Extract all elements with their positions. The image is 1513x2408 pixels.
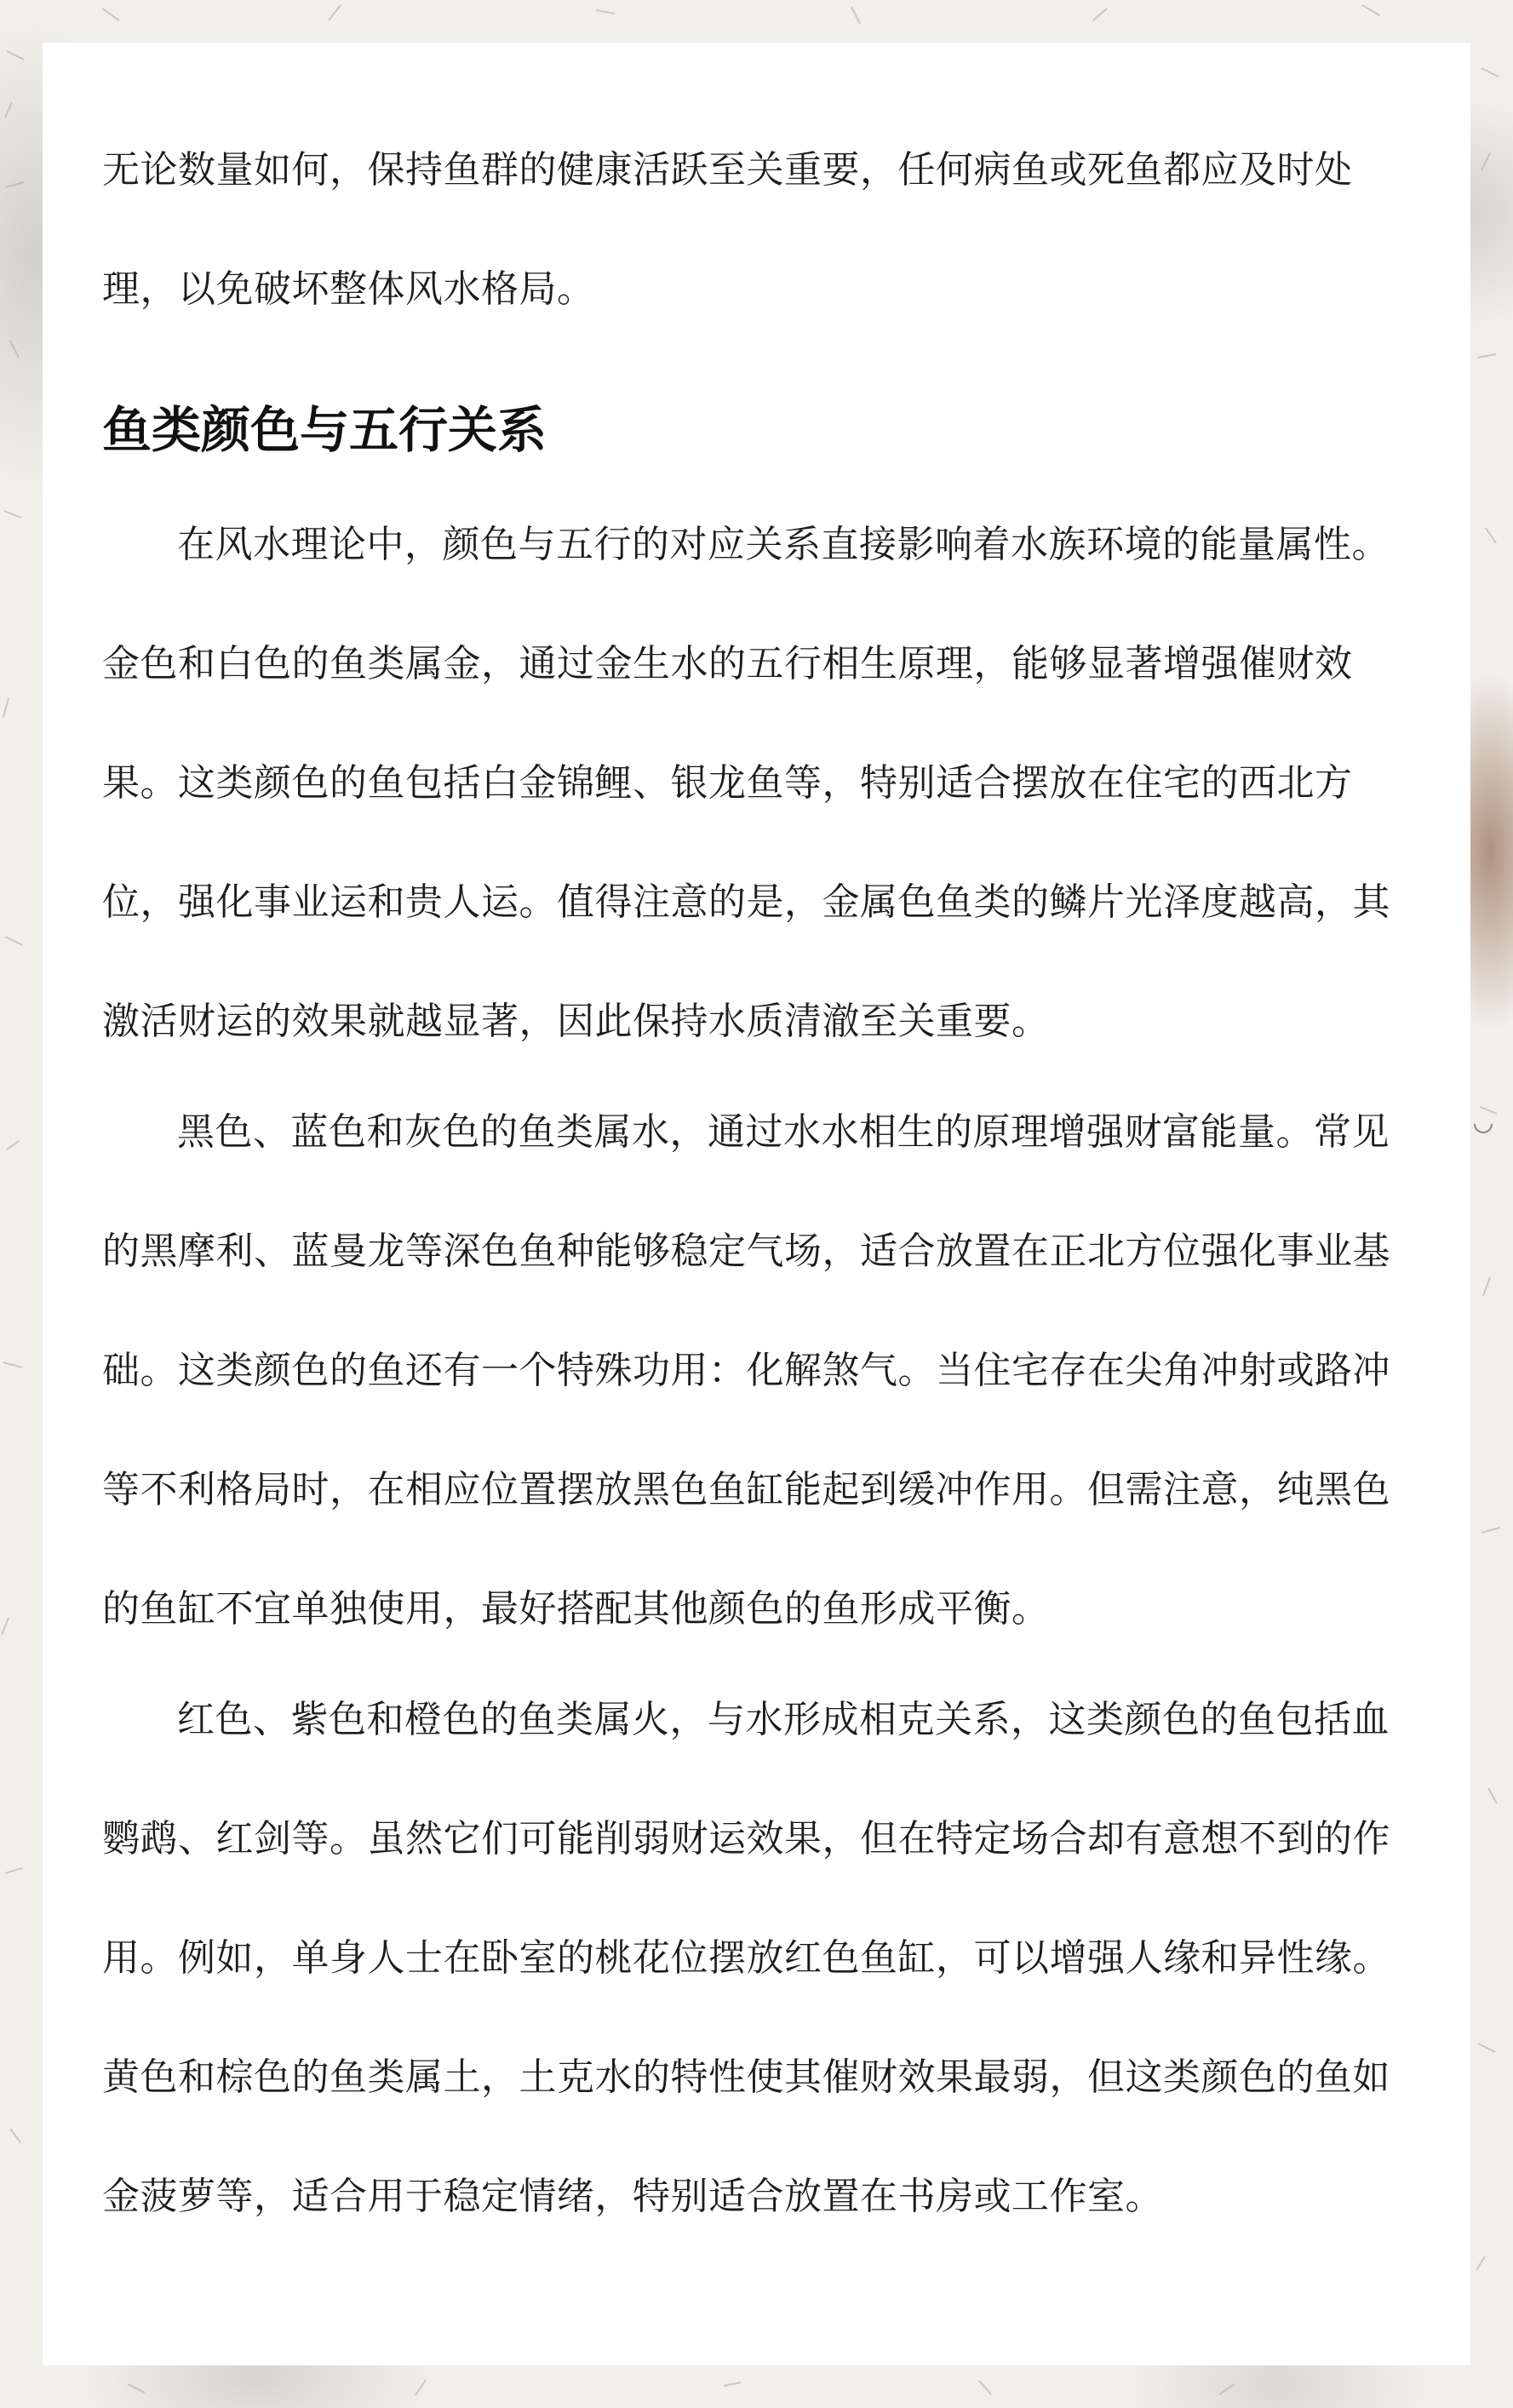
paragraph-black-blue <box>102 1073 1390 1669</box>
paragraph-gold-white <box>102 485 1390 1081</box>
article-card <box>43 43 1470 2365</box>
text-line: 的黑摩利、蓝曼龙等深色鱼种能够稳定气场，适合放置在正北方位强化事业基 <box>102 1230 1390 1273</box>
text-line: 在风水理论中，颜色与五行的对应关系直接影响着水族环境的能量属性。 <box>177 523 1390 566</box>
intro-paragraph <box>102 111 1353 349</box>
text-line: 的鱼缸不宜单独使用，最好搭配其他颜色的鱼形成平衡。 <box>102 1587 1050 1631</box>
text-line: 红色、紫色和橙色的鱼类属火，与水形成相克关系，这类颜色的鱼包括血 <box>177 1698 1390 1741</box>
text-line: 鹦鹉、红剑等。虽然它们可能削弱财运效果，但在特定场合却有意想不到的作 <box>102 1817 1390 1860</box>
section-title: 鱼类颜色与五行关系 <box>102 401 547 459</box>
text-line: 金菠萝等，适合用于稳定情绪，特别适合放置在书房或工作室。 <box>102 2175 1163 2218</box>
text-line: 理，以免破坏整体风水格局。 <box>102 267 595 311</box>
text-line: 位，强化事业运和贵人运。值得注意的是，金属色鱼类的鳞片光泽度越高，其 <box>102 880 1390 924</box>
text-line: 用。例如，单身人士在卧室的桃花位摆放红色鱼缸，可以增强人缘和异性缘。 <box>102 1936 1390 1980</box>
text-line: 等不利格局时，在相应位置摆放黑色鱼缸能起到缓冲作用。但需注意，纯黑色 <box>102 1468 1390 1511</box>
text-line: 黄色和棕色的鱼类属土，土克水的特性使其催财效果最弱，但这类颜色的鱼如 <box>102 2055 1390 2099</box>
paragraph-red-yellow <box>102 1660 1390 2256</box>
text-line: 金色和白色的鱼类属金，通过金生水的五行相生原理，能够显著增强催财效 <box>102 642 1353 685</box>
text-line: 果。这类颜色的鱼包括白金锦鲤、银龙鱼等，特别适合摆放在住宅的西北方 <box>102 761 1353 805</box>
text-line: 础。这类颜色的鱼还有一个特殊功用：化解煞气。当住宅存在尖角冲射或路冲 <box>102 1349 1390 1392</box>
text-line: 激活财运的效果就越显著，因此保持水质清澈至关重要。 <box>102 1000 1050 1043</box>
text-line: 黑色、蓝色和灰色的鱼类属水，通过水水相生的原理增强财富能量。常见 <box>177 1110 1390 1154</box>
text-line: 无论数量如何，保持鱼群的健康活跃至关重要，任何病鱼或死鱼都应及时处 <box>102 148 1353 192</box>
